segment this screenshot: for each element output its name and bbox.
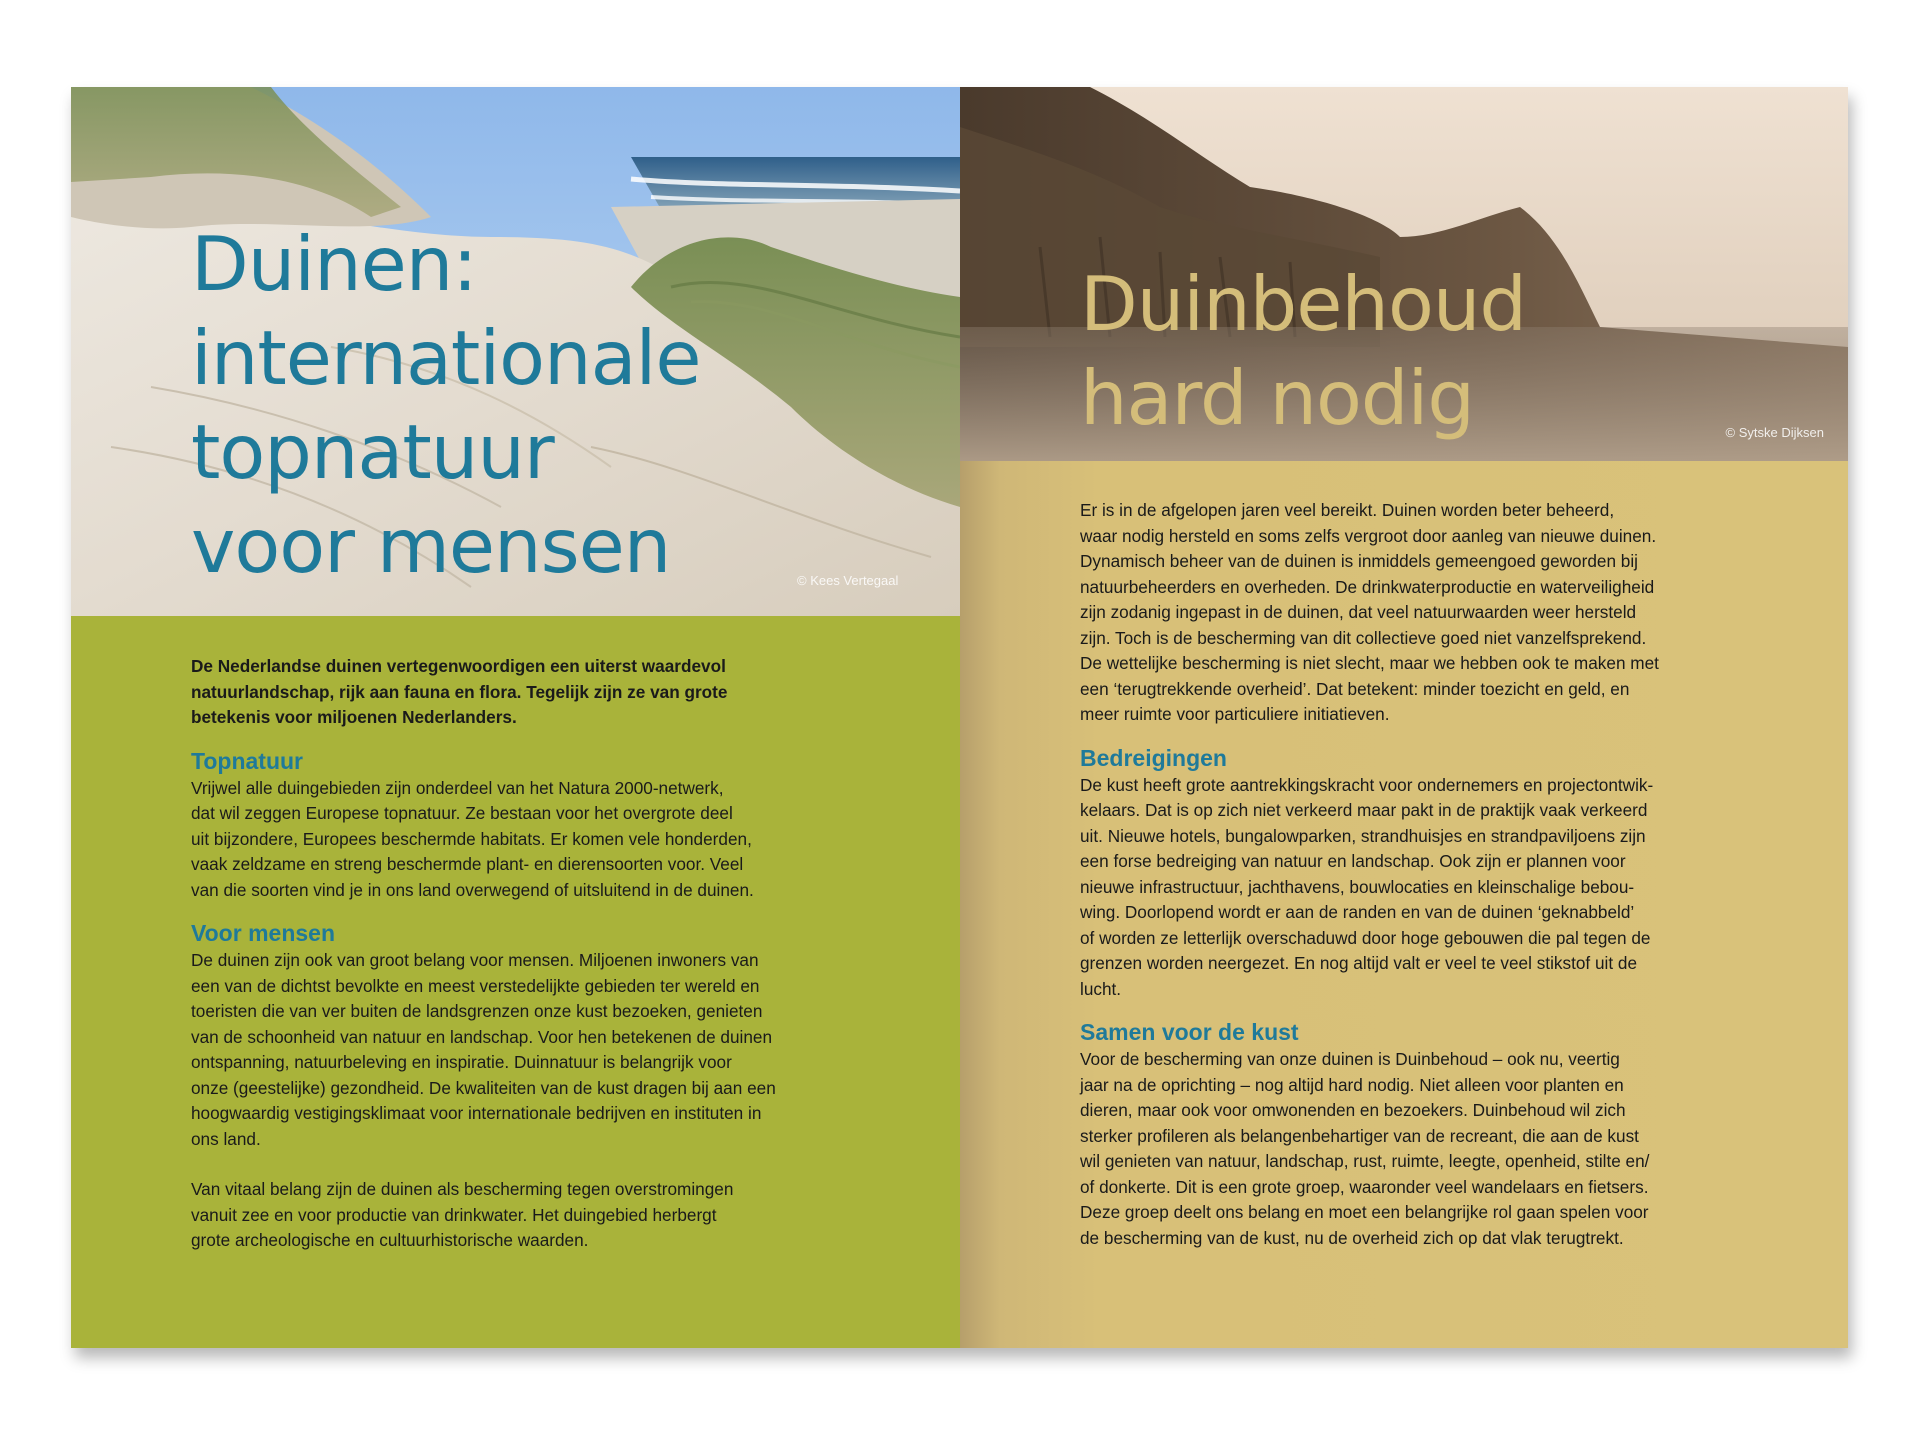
intro-line: De Nederlandse duinen vertegenwoordigen een uiterst waardevol <box>191 656 726 676</box>
text-line: grote archeologische en cultuurhistorische waarden. <box>191 1230 589 1250</box>
left-page-title <box>191 217 701 593</box>
text-line: Dynamisch beheer van de duinen is inmiddels gemeengoed geworden bij <box>1080 551 1638 571</box>
text-line: wing. Doorlopend wordt er aan de randen en van de duinen ‘geknabbeld’ <box>1080 902 1635 922</box>
text-line: Van vitaal belang zijn de duinen als bescherming tegen overstromingen <box>191 1179 734 1199</box>
text-line: sterker profileren als belangenbehartiger van de recreant, die aan de kust <box>1080 1125 1639 1146</box>
photo-credit-left: © Kees Vertegaal <box>797 573 899 588</box>
title-line: Duinen: <box>191 220 477 308</box>
text-line: kelaars. Dat is op zich niet verkeerd maar pakt in de praktijk vaak verkeerd <box>1080 800 1648 820</box>
text-line: of worden ze letterlijk overschaduwd door hoge gebouwen die pal tegen de <box>1080 927 1651 948</box>
text-line: vaak zeldzame en streng beschermde plant- en dierensoorten voor. Veel <box>191 854 744 874</box>
right-page-title <box>1080 257 1526 445</box>
right-text-column <box>1080 498 1740 1251</box>
text-line: uit. Nieuwe hotels, bungalowparken, strandhuisjes en strandpaviljoens zijn <box>1080 825 1646 846</box>
text-line: ontspanning, natuurbeleving en inspiratie. Duinnatuur is belangrijk voor <box>191 1052 732 1072</box>
title-line: topnatuur <box>191 408 554 496</box>
paragraph-vitaal-belang <box>191 1177 843 1254</box>
text-line: een forse bedreiging van natuur en landschap. Ook zijn er plannen voor <box>1080 851 1626 871</box>
text-line: onze (geestelijke) gezondheid. De kwaliteiten van de kust dragen bij aan een <box>191 1077 776 1098</box>
title-line: hard nodig <box>1080 354 1474 442</box>
photo-credit-right: © Sytske Dijksen <box>1725 425 1824 440</box>
text-line: Vrijwel alle duingebieden zijn onderdeel van het Natura 2000-netwerk, <box>191 777 724 798</box>
text-line: zijn zodanig ingepast in de duinen, dat veel natuurwaarden weer hersteld <box>1080 602 1637 622</box>
text-line: ons land. <box>191 1128 261 1149</box>
text-line: lucht. <box>1080 978 1122 999</box>
text-line: De kust heeft grote aantrekkingskracht voor ondernemers en projectontwik- <box>1080 774 1654 795</box>
paragraph-voor-mensen <box>191 948 843 1152</box>
text-line: natuurbeheerders en overheden. De drinkwaterproductie en waterveiligheid <box>1080 576 1655 597</box>
paragraph-topnatuur <box>191 776 843 904</box>
heading-topnatuur: Topnatuur <box>191 747 303 774</box>
text-line: nieuwe infrastructuur, jachthavens, bouwlocaties en kleinschalige bebou- <box>1080 876 1635 897</box>
paragraph-samen-voor-de-kust <box>1080 1047 1740 1251</box>
text-line: vanuit zee en voor productie van drinkwater. Het duingebied herbergt <box>191 1204 717 1225</box>
left-text-column <box>191 654 843 1254</box>
text-line: van die soorten vind je in ons land overwegend of uitsluitend in de duinen. <box>191 879 754 900</box>
title-line: Duinbehoud <box>1080 260 1526 348</box>
text-line: De duinen zijn ook van groot belang voor mensen. Miljoenen inwoners van <box>191 950 759 970</box>
text-line: een van de dichtst bevolkte en meest verstedelijkte gebieden ter wereld en <box>191 975 760 996</box>
title-line: internationale <box>191 314 701 402</box>
text-line: Deze groep deelt ons belang en moet een belangrijke rol gaan spelen voor <box>1080 1202 1649 1222</box>
paragraph-bedreigingen <box>1080 773 1740 1003</box>
text-line: uit bijzondere, Europees beschermde habitats. Er komen vele honderden, <box>191 828 752 849</box>
text-line: jaar na de oprichting – nog altijd hard nodig. Niet alleen voor planten en <box>1080 1074 1624 1095</box>
intro-line: betekenis voor miljoenen Nederlanders. <box>191 707 517 727</box>
text-line: Er is in de afgelopen jaren veel bereikt. Duinen worden beter beheerd, <box>1080 500 1615 520</box>
intro-paragraph <box>191 654 843 731</box>
text-line: van de schoonheid van natuur en landschap. Voor hen betekenen de duinen <box>191 1026 773 1047</box>
text-line: De wettelijke bescherming is niet slecht, maar we hebben ook te maken met <box>1080 653 1659 673</box>
text-line: hoogwaardig vestigingsklimaat voor internationale bedrijven en instituten in <box>191 1103 762 1123</box>
text-line: meer ruimte voor particuliere initiatieven. <box>1080 704 1390 724</box>
text-line: de bescherming van de kust, nu de overheid zich op dat vlak terugtrekt. <box>1080 1227 1624 1248</box>
text-line: een ‘terugtrekkende overheid’. Dat betekent: minder toezicht en geld, en <box>1080 678 1630 699</box>
text-line: Voor de bescherming van onze duinen is Duinbehoud – ook nu, veertig <box>1080 1049 1620 1069</box>
text-line: wil genieten van natuur, landschap, rust, ruimte, leegte, openheid, stilte en/ <box>1080 1151 1650 1171</box>
text-line: toeristen die van ver buiten de landsgrenzen onze kust bezoeken, genieten <box>191 1001 763 1021</box>
right-page <box>960 87 1848 1348</box>
heading-voor-mensen: Voor mensen <box>191 920 335 946</box>
text-line: dat wil zeggen Europese topnatuur. Ze bestaan voor het overgrote deel <box>191 803 733 823</box>
text-line: waar nodig hersteld en soms zelfs vergroot door aanleg van nieuwe duinen. <box>1080 525 1657 546</box>
intro-line: natuurlandschap, rijk aan fauna en flora. Tegelijk zijn ze van grote <box>191 681 728 702</box>
intro-paragraph <box>1080 498 1740 728</box>
heading-samen-voor-de-kust: Samen voor de kust <box>1080 1019 1299 1045</box>
text-line: dieren, maar ook voor omwonenden en bezoekers. Duinbehoud wil zich <box>1080 1100 1626 1120</box>
heading-bedreigingen: Bedreigingen <box>1080 744 1227 771</box>
text-line: zijn. Toch is de bescherming van dit collectieve goed niet vanzelfsprekend. <box>1080 627 1647 648</box>
text-line: of donkerte. Dit is een grote groep, waaronder veel wandelaars en fietsers. <box>1080 1176 1649 1197</box>
title-line: voor mensen <box>191 502 671 590</box>
text-line: grenzen worden neergezet. En nog altijd valt er veel te veel stikstof uit de <box>1080 953 1638 973</box>
brochure-spread <box>71 87 1848 1348</box>
left-page <box>71 87 960 1348</box>
